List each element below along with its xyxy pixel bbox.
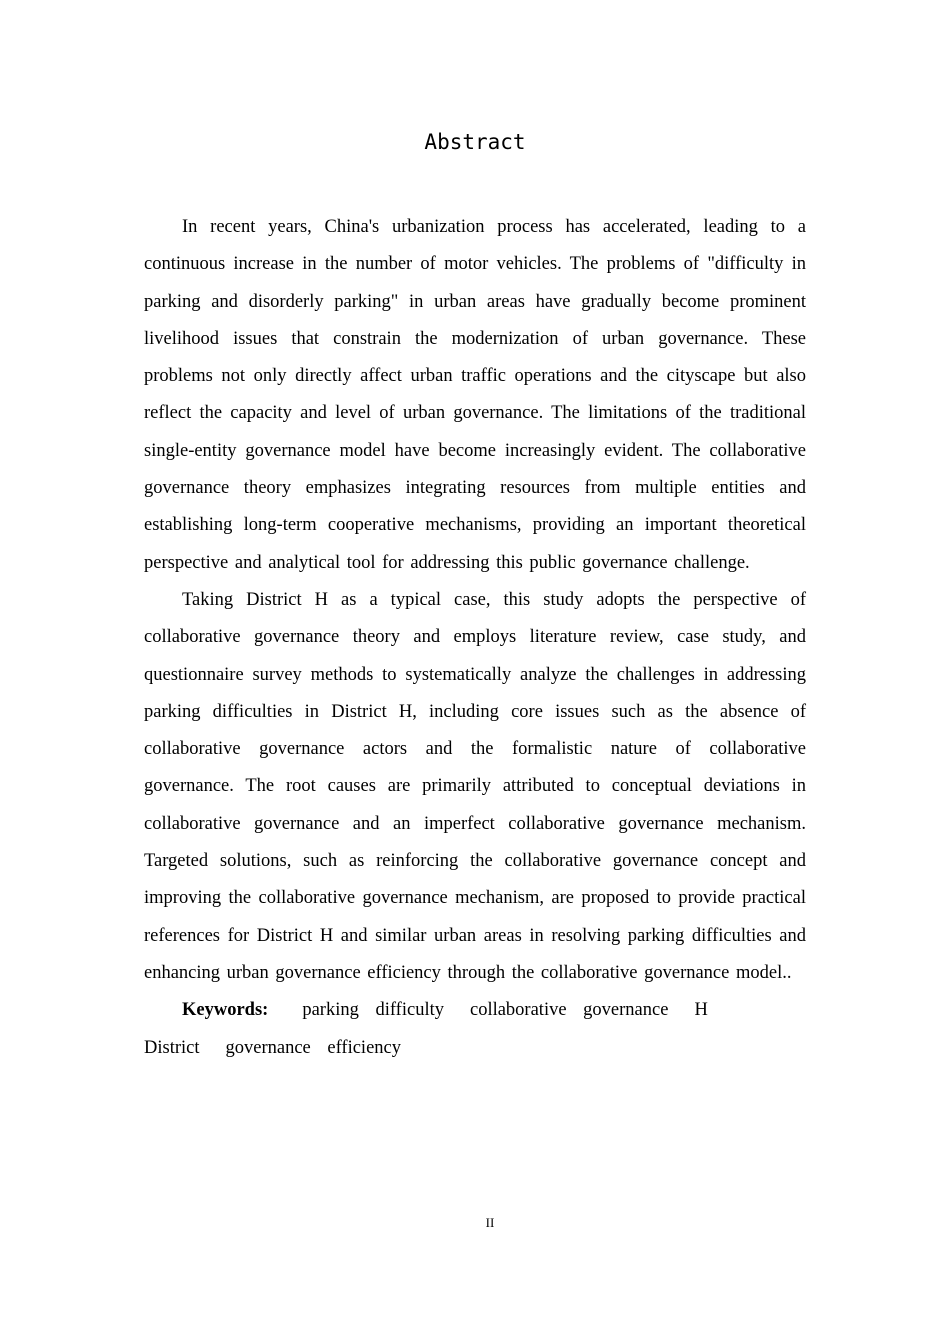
page-number: II [485,1215,495,1230]
keyword-item: H District [144,1000,708,1058]
keywords-line [144,992,806,1067]
keyword-item: governance efficiency [225,1037,401,1058]
abstract-paragraph-1: In recent years, China's urbanization process has accelerated, leading to a continuous increase in the number of motor vehicles. The problems of "difficulty in parking and disorderly parking" in urban areas have gradually become prominent livelihood issues that constrain the modernization of urban governance. These problems not only directly affect urban traffic operations and the cityscape but also reflect the capacity and level of urban governance. The limitations of the traditional single-entity governance model have become increasingly evident. The collaborative governance theory emphasizes integrating resources from multiple entities and establishing long-term cooperative mechanisms, providing an important theoretical perspective and analytical tool for addressing this public governance challenge. [144,217,806,573]
abstract-title: Abstract [424,130,526,154]
abstract-body [144,209,806,1067]
abstract-paragraph-2: Taking District H as a typical case, this study adopts the perspective of collaborative governance theory and employs literature review, case study, and questionnaire survey methods to systematically analyze the challenges in addressing parking difficulties in District H, including core issues such as the absence of collaborative governance actors and the formalistic nature of collaborative governance. The root causes are primarily attributed to conceptual deviations in collaborative governance and an imperfect collaborative governance mechanism. Targeted solutions, such as reinforcing the collaborative governance concept and improving the collaborative governance mechanism, are proposed to provide practical references for District H and similar urban areas in resolving parking difficulties and enhancing urban governance efficiency through the collaborative governance model.. [144,589,806,983]
keywords-label: Keywords: [182,1000,269,1021]
keyword-item: parking difficulty [302,1000,444,1021]
keyword-item: collaborative governance [469,1000,669,1021]
